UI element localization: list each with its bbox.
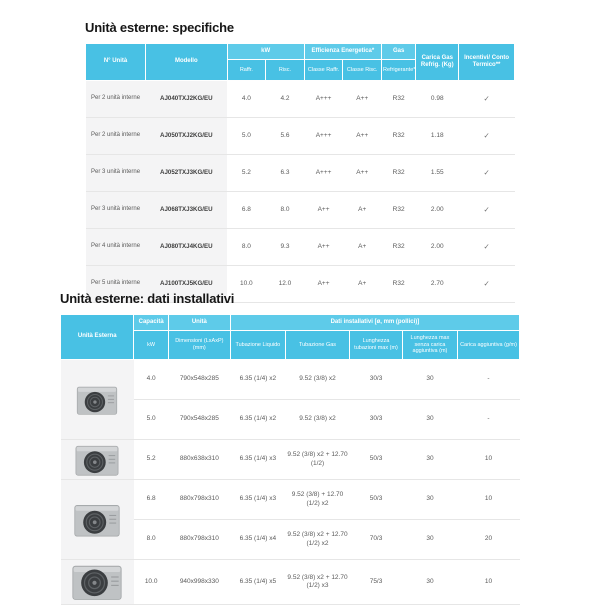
cell-gas-charge: 0.98: [416, 81, 459, 118]
incentive-checkmark: ✓: [459, 192, 515, 229]
cell-model: AJ068TXJ3KG/EU: [146, 192, 228, 229]
cell-gas-charge: 2.70: [416, 266, 459, 303]
specs-header-group-row: [86, 44, 515, 60]
cell-model: AJ050TXJ2KG/EU: [146, 118, 228, 155]
col-group-unit: Unità: [168, 315, 230, 331]
incentive-checkmark: ✓: [459, 118, 515, 155]
cell-gas-charge: 1.18: [416, 118, 459, 155]
cell-max-length: 30/3: [350, 360, 403, 400]
install-section: [60, 291, 520, 605]
cell-class-cooling: A++: [304, 192, 343, 229]
incentive-checkmark: ✓: [459, 229, 515, 266]
outdoor-unit-image: [63, 444, 132, 476]
outdoor-unit-image: [63, 503, 132, 537]
cell-model: AJ052TXJ3KG/EU: [146, 155, 228, 192]
col-group-install-data: Dati installativi [ø, mm (pollici)]: [230, 315, 519, 331]
cell-units: Per 4 unità interne: [86, 229, 146, 266]
install-row: [61, 360, 520, 400]
cell-class-heating: A++: [343, 155, 382, 192]
col-group-capacity: Capacità: [134, 315, 168, 331]
cell-model: AJ100TXJ5KG/EU: [146, 266, 228, 303]
cell-class-heating: A++: [343, 81, 382, 118]
col-header-outdoor-unit: Unità Esterna: [61, 315, 134, 360]
cell-class-cooling: A+++: [304, 118, 343, 155]
install-row: [61, 560, 520, 605]
cell-max-no-charge: 30: [402, 400, 457, 440]
col-group-gas: Gas: [381, 44, 415, 60]
outdoor-unit-photo-cell: [61, 480, 134, 560]
cell-kw-cooling: 5.0: [227, 118, 266, 155]
outdoor-unit-photo-cell: [61, 440, 134, 480]
cell-units: Per 3 unità interne: [86, 155, 146, 192]
cell-gas-pipe: 9.52 (3/8) x2 + 12.70 (1/2) x3: [285, 560, 349, 605]
col-header-incentives: Incentivi/ Conto Termico**: [459, 44, 515, 81]
cell-kw-heating: 6.3: [266, 155, 305, 192]
col-header-refrigerant: Refrigerante*: [381, 60, 415, 81]
specs-section-title: Unità esterne: specifiche: [85, 20, 234, 35]
spec-row: [86, 229, 515, 266]
cell-gas-pipe: 9.52 (3/8) x2: [285, 400, 349, 440]
cell-max-no-charge: 30: [402, 520, 457, 560]
cell-gas-charge: 1.55: [416, 155, 459, 192]
cell-extra-charge: 10: [458, 480, 520, 520]
cell-units: Per 2 unità interne: [86, 118, 146, 155]
spec-row: [86, 118, 515, 155]
cell-kw-heating: 5.6: [266, 118, 305, 155]
cell-liquid-pipe: 6.35 (1/4) x2: [230, 400, 285, 440]
col-header-liquid-pipe: Tubazione Liquido: [230, 331, 285, 360]
cell-gas-pipe: 9.52 (3/8) x2 + 12.70 (1/2): [285, 440, 349, 480]
cell-dimensions: 880x638x310: [168, 440, 230, 480]
cell-capacity: 5.0: [134, 400, 168, 440]
col-header-class-cooling: Classe Raffr.: [304, 60, 343, 81]
cell-max-length: 75/3: [350, 560, 403, 605]
cell-kw-cooling: 8.0: [227, 229, 266, 266]
cell-class-heating: A++: [343, 118, 382, 155]
cell-class-heating: A+: [343, 266, 382, 303]
cell-class-cooling: A++: [304, 266, 343, 303]
cell-units: Per 2 unità interne: [86, 81, 146, 118]
col-header-extra-charge: Carica aggiuntiva (g/m): [458, 331, 520, 360]
col-group-efficiency: Efficienza Energetica*: [304, 44, 381, 60]
cell-max-no-charge: 30: [402, 560, 457, 605]
cell-gas-charge: 2.00: [416, 192, 459, 229]
cell-gas-pipe: 9.52 (3/8) x2 + 12.70 (1/2) x2: [285, 520, 349, 560]
cell-max-no-charge: 30: [402, 480, 457, 520]
cell-kw-heating: 4.2: [266, 81, 305, 118]
cell-units: Per 5 unità interne: [86, 266, 146, 303]
cell-capacity: 10.0: [134, 560, 168, 605]
cell-gas: R32: [381, 81, 415, 118]
col-header-dimensions: Dimensioni (LxAxP) (mm): [168, 331, 230, 360]
install-section-title: Unità esterne: dati installativi: [60, 291, 235, 306]
cell-capacity: 5.2: [134, 440, 168, 480]
col-header-capacity-kw: kW: [134, 331, 168, 360]
cell-max-length: 50/3: [350, 440, 403, 480]
cell-kw-cooling: 4.0: [227, 81, 266, 118]
incentive-checkmark: ✓: [459, 155, 515, 192]
cell-class-heating: A+: [343, 229, 382, 266]
col-header-gas-pipe: Tubazione Gas: [285, 331, 349, 360]
col-group-kw: kW: [227, 44, 304, 60]
cell-dimensions: 880x798x310: [168, 520, 230, 560]
cell-max-length: 50/3: [350, 480, 403, 520]
install-header-group-row: [61, 315, 520, 331]
col-header-kw-heating: Risc.: [266, 60, 305, 81]
col-header-model: Modello: [146, 44, 228, 81]
cell-gas: R32: [381, 192, 415, 229]
cell-max-no-charge: 30: [402, 440, 457, 480]
cell-gas-charge: 2.00: [416, 229, 459, 266]
cell-class-heating: A+: [343, 192, 382, 229]
specs-table: [85, 43, 515, 303]
cell-liquid-pipe: 6.35 (1/4) x4: [230, 520, 285, 560]
cell-extra-charge: 10: [458, 440, 520, 480]
install-row: [61, 480, 520, 520]
col-header-max-no-charge: Lunghezza max senza carica aggiuntiva (m): [402, 331, 457, 360]
cell-gas-pipe: 9.52 (3/8) x2: [285, 360, 349, 400]
cell-kw-cooling: 6.8: [227, 192, 266, 229]
cell-class-cooling: A++: [304, 229, 343, 266]
spec-row: [86, 81, 515, 118]
cell-gas: R32: [381, 155, 415, 192]
col-header-kw-cooling: Raffr.: [227, 60, 266, 81]
col-header-class-heating: Classe Risc.: [343, 60, 382, 81]
cell-class-cooling: A+++: [304, 155, 343, 192]
cell-dimensions: 790x548x285: [168, 400, 230, 440]
cell-class-cooling: A+++: [304, 81, 343, 118]
cell-max-length: 70/3: [350, 520, 403, 560]
cell-gas: R32: [381, 229, 415, 266]
spec-row: [86, 192, 515, 229]
cell-gas: R32: [381, 266, 415, 303]
install-table: [60, 314, 520, 605]
cell-extra-charge: -: [458, 400, 520, 440]
cell-gas-pipe: 9.52 (3/8) + 12.70 (1/2) x2: [285, 480, 349, 520]
cell-kw-cooling: 5.2: [227, 155, 266, 192]
cell-liquid-pipe: 6.35 (1/4) x3: [230, 440, 285, 480]
cell-liquid-pipe: 6.35 (1/4) x3: [230, 480, 285, 520]
cell-kw-cooling: 10.0: [227, 266, 266, 303]
cell-max-no-charge: 30: [402, 360, 457, 400]
install-row: [61, 440, 520, 480]
outdoor-unit-image: [63, 385, 132, 415]
cell-gas: R32: [381, 118, 415, 155]
cell-kw-heating: 9.3: [266, 229, 305, 266]
cell-dimensions: 790x548x285: [168, 360, 230, 400]
incentive-checkmark: ✓: [459, 266, 515, 303]
cell-dimensions: 880x798x310: [168, 480, 230, 520]
cell-capacity: 6.8: [134, 480, 168, 520]
cell-extra-charge: -: [458, 360, 520, 400]
cell-max-length: 30/3: [350, 400, 403, 440]
spec-row: [86, 155, 515, 192]
cell-units: Per 3 unità interne: [86, 192, 146, 229]
col-header-units: N° Unità: [86, 44, 146, 81]
cell-model: AJ040TXJ2KG/EU: [146, 81, 228, 118]
specs-section: [85, 20, 515, 303]
outdoor-unit-image: [63, 561, 132, 603]
cell-extra-charge: 20: [458, 520, 520, 560]
cell-kw-heating: 8.0: [266, 192, 305, 229]
incentive-checkmark: ✓: [459, 81, 515, 118]
outdoor-unit-photo-cell: [61, 360, 134, 440]
cell-extra-charge: 10: [458, 560, 520, 605]
col-header-gas-charge: Carica Gas Refrig. (Kg): [416, 44, 459, 81]
cell-capacity: 4.0: [134, 360, 168, 400]
cell-liquid-pipe: 6.35 (1/4) x2: [230, 360, 285, 400]
cell-liquid-pipe: 6.35 (1/4) x5: [230, 560, 285, 605]
outdoor-unit-photo-cell: [61, 560, 134, 605]
col-header-max-length: Lunghezza tubazioni max (m): [350, 331, 403, 360]
cell-model: AJ080TXJ4KG/EU: [146, 229, 228, 266]
cell-kw-heating: 12.0: [266, 266, 305, 303]
cell-dimensions: 940x998x330: [168, 560, 230, 605]
cell-capacity: 8.0: [134, 520, 168, 560]
